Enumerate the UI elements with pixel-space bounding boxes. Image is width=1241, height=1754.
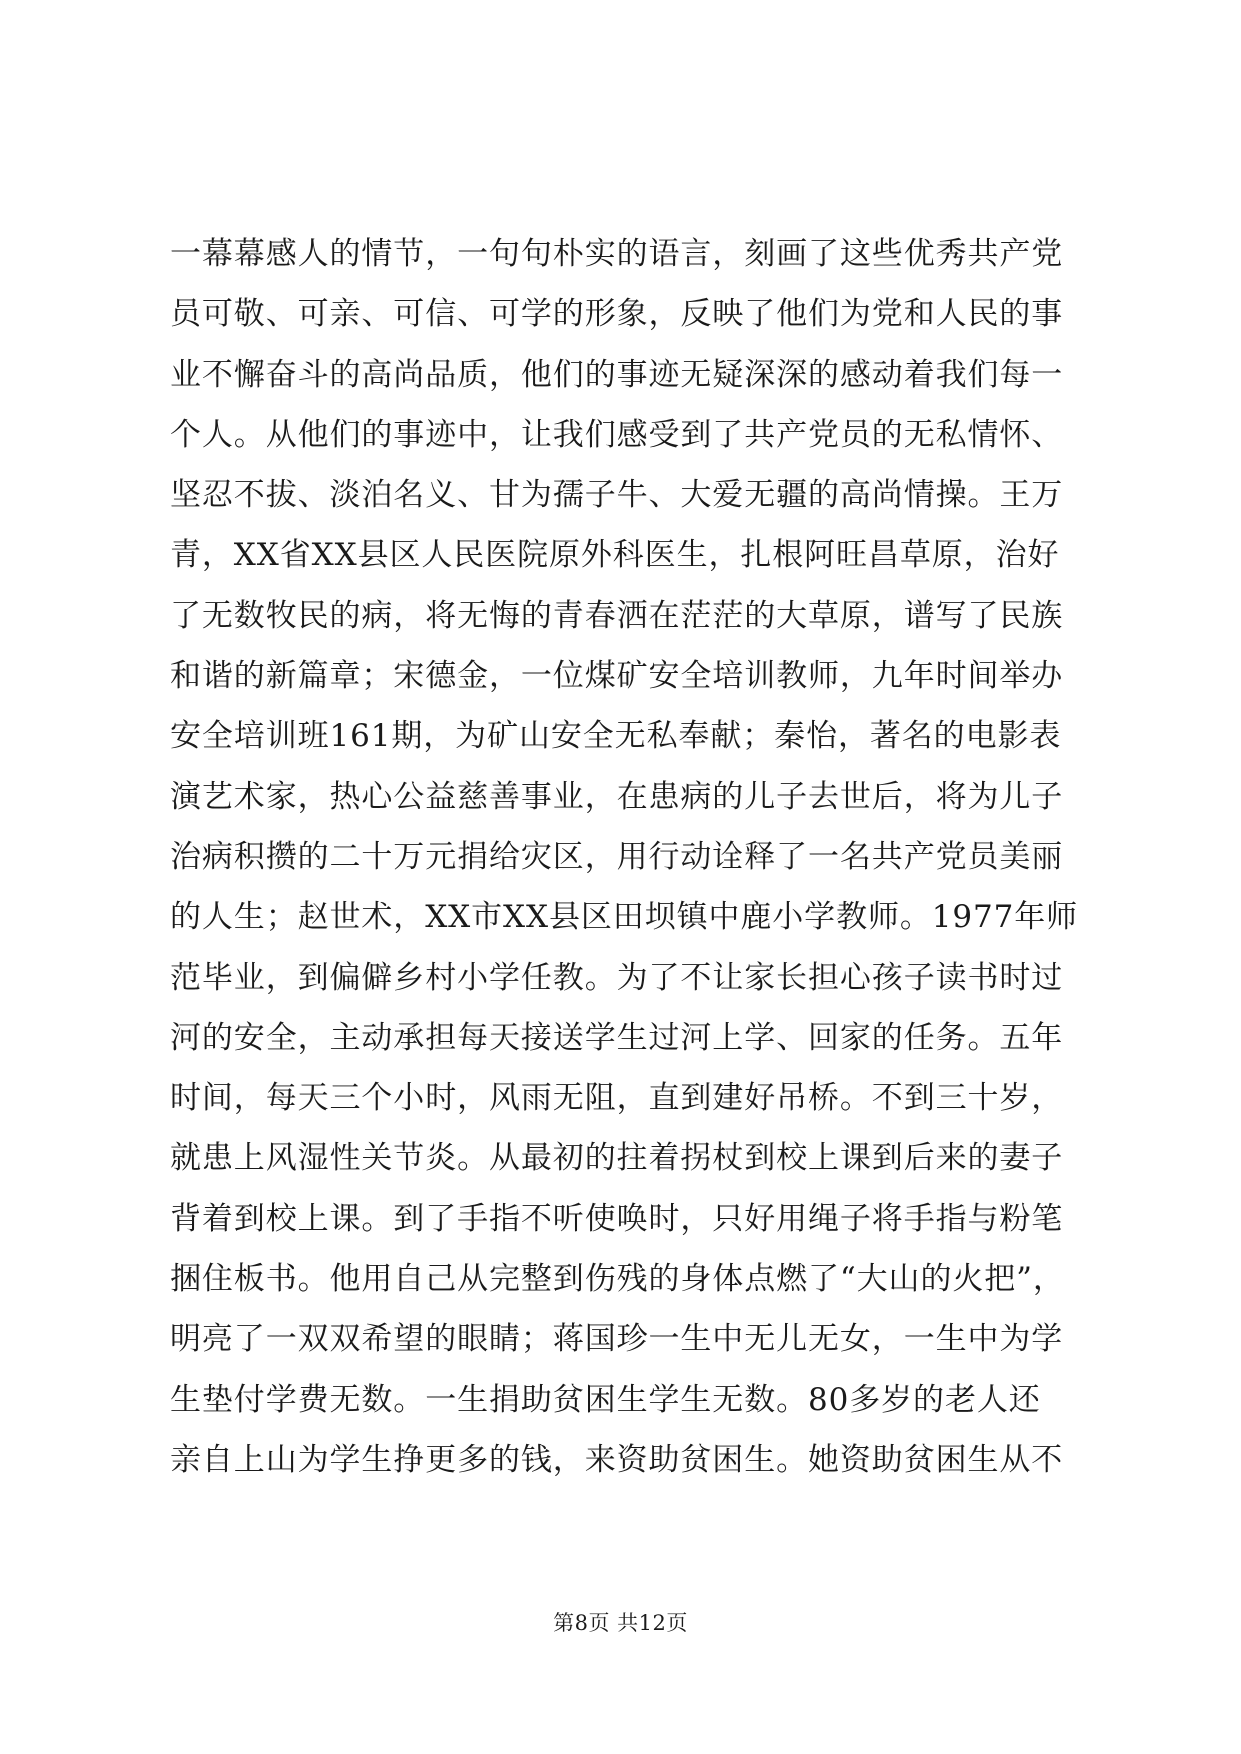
text-line: 青，XX省XX县区人民医院原外科医生，扎根阿旺昌草原，治好 bbox=[170, 537, 1060, 574]
text-line: 安全培训班161期，为矿山安全无私奉献；秦怡，著名的电影表 bbox=[170, 718, 1062, 755]
text-line: 范毕业，到偏僻乡村小学任教。为了不让家长担心孩子读书时过 bbox=[170, 959, 1064, 996]
text-line: 生垫付学费无数。一生捐助贫困生学生无数。80多岁的老人还 bbox=[170, 1381, 1041, 1418]
text-line: 明亮了一双双希望的眼睛；蒋国珍一生中无儿无女，一生中为学 bbox=[170, 1321, 1064, 1358]
text-line: 坚忍不拔、淡泊名义、甘为孺子牛、大爱无疆的高尚情操。王万 bbox=[170, 477, 1064, 514]
body-paragraph bbox=[170, 224, 1079, 1490]
text-line: 的人生；赵世术，XX市XX县区田坝镇中鹿小学教师。1977年师 bbox=[170, 899, 1079, 936]
text-line: 就患上风湿性关节炎。从最初的拄着拐杖到校上课到后来的妻子 bbox=[170, 1140, 1064, 1177]
text-line: 治病积攒的二十万元捐给灾区，用行动诠释了一名共产党员美丽 bbox=[170, 838, 1064, 875]
text-line: 演艺术家，热心公益慈善事业，在患病的儿子去世后，将为儿子 bbox=[170, 778, 1064, 815]
text-line: 和谐的新篇章；宋德金，一位煤矿安全培训教师，九年时间举办 bbox=[170, 658, 1064, 695]
text-line: 员可敬、可亲、可信、可学的形象，反映了他们为党和人民的事 bbox=[170, 296, 1064, 333]
text-line: 业不懈奋斗的高尚品质，他们的事迹无疑深深的感动着我们每一 bbox=[170, 356, 1064, 393]
text-line: 亲自上山为学生挣更多的钱，来资助贫困生。她资助贫困生从不 bbox=[170, 1441, 1064, 1478]
text-line: 捆住板书。他用自己从完整到伤残的身体点燃了“大山的火把”， bbox=[170, 1261, 1065, 1298]
text-line: 河的安全，主动承担每天接送学生过河上学、回家的任务。五年 bbox=[170, 1019, 1064, 1056]
text-line: 一幕幕感人的情节，一句句朴实的语言，刻画了这些优秀共产党 bbox=[170, 236, 1064, 272]
text-line: 个人。从他们的事迹中，让我们感受到了共产党员的无私情怀、 bbox=[170, 416, 1064, 453]
text-line: 背着到校上课。到了手指不听使唤时，只好用绳子将手指与粉笔 bbox=[170, 1200, 1064, 1237]
page-number-footer: 第8页 共12页 bbox=[553, 1611, 688, 1635]
text-line: 了无数牧民的病，将无悔的青春洒在茫茫的大草原，谱写了民族 bbox=[170, 597, 1064, 634]
text-line: 时间，每天三个小时，风雨无阻，直到建好吊桥。不到三十岁， bbox=[170, 1080, 1064, 1117]
